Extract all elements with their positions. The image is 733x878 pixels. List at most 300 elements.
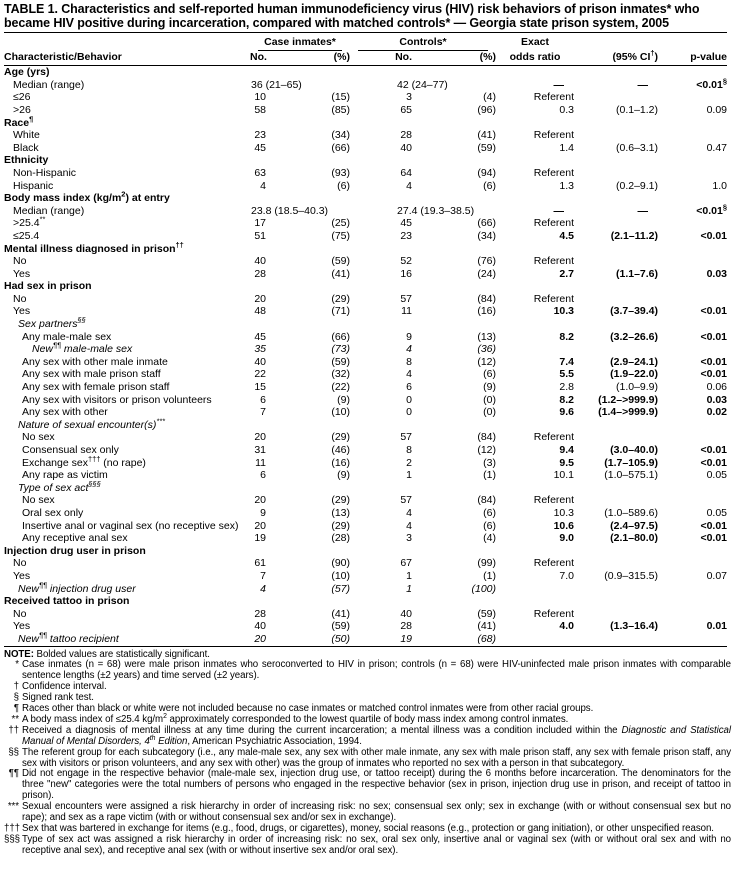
- empty-cell: [250, 318, 727, 331]
- table-row: [4, 318, 727, 331]
- pvalue-cell: 0.01: [706, 620, 728, 633]
- ci-cell: [574, 343, 658, 356]
- footnote: [4, 660, 731, 682]
- case-pct-cell: (66): [331, 141, 351, 154]
- pvalue-cell: [658, 633, 727, 646]
- ci-cell: [574, 494, 658, 507]
- table-row: [4, 305, 727, 318]
- control-pct-cell: (1): [483, 469, 497, 482]
- footnote: [4, 748, 731, 770]
- ctrl-no-header: No.: [350, 51, 412, 66]
- row-label: Ethnicity: [4, 154, 49, 167]
- case-pct-cell: (29): [331, 519, 351, 532]
- case-pct-cell: (9): [337, 393, 351, 406]
- table-row: [4, 620, 727, 633]
- footnote: [4, 769, 731, 802]
- exact-header-line2: odds ratio: [496, 51, 574, 66]
- footnote-text: Confidence interval.: [22, 681, 107, 693]
- control-no-cell: 1: [406, 569, 413, 582]
- pvalue-cell: 0.03: [706, 267, 728, 280]
- footnote-text: Sex that was bartered in exchange for items (e.g., food, drugs, or cigarettes), money, social reasons (e.g., protection or gang initiation), or other unspecified reason.: [22, 823, 714, 834]
- control-no-cell: 67: [400, 557, 413, 570]
- table-body: [4, 66, 727, 646]
- case-no-cell: 61: [254, 557, 266, 570]
- row-label: >25.4**: [13, 214, 46, 230]
- row-label: Yes: [13, 267, 31, 280]
- case-pct-cell: (59): [331, 255, 351, 268]
- control-no-cell: 64: [400, 166, 413, 179]
- case-no-cell: 40: [254, 620, 266, 633]
- control-pct-cell: (6): [483, 368, 497, 381]
- odds-ratio-cell: 4.0: [559, 620, 575, 633]
- row-label: Any sex with female prison staff: [22, 381, 170, 394]
- table-row: [4, 608, 727, 621]
- case-pct-cell: (85): [331, 103, 351, 116]
- table-row: [4, 205, 727, 218]
- table-row: [4, 129, 727, 142]
- ci-cell: [574, 431, 658, 444]
- case-no-cell: 10: [254, 91, 266, 104]
- table-row: [4, 419, 727, 432]
- footnote-text: Case inmates (n = 68) were male prison inmates who seroconverted to HIV in prison; controls (n = 68) were HIV-uninfected male prison inmates with comparable sentence lengths (±2 years) and time served (±2 years).: [22, 659, 731, 682]
- case-pct-cell: (46): [331, 444, 351, 456]
- odds-ratio-cell: [496, 583, 574, 596]
- case-pct-cell: (50): [331, 632, 351, 645]
- case-no-cell: 35: [254, 343, 266, 356]
- case-pct-cell: (75): [331, 229, 351, 242]
- header-column-row: [4, 51, 727, 66]
- header-spacer: [4, 33, 250, 51]
- row-label: Median (range): [13, 204, 85, 217]
- control-no-cell: 8: [406, 444, 413, 456]
- empty-cell: [250, 243, 727, 256]
- control-pct-cell: (6): [483, 506, 497, 519]
- pvalue-cell: <0.01: [700, 532, 728, 545]
- case-no-cell: 31: [254, 444, 266, 456]
- ci-cell: (1.3–16.4): [610, 620, 659, 633]
- case-pct-cell: (6): [337, 179, 351, 192]
- control-no-cell: 52: [400, 255, 413, 268]
- table-row: [4, 180, 727, 193]
- case-no-cell: 20: [254, 292, 266, 305]
- odds-ratio-cell: 10.3: [553, 305, 575, 318]
- control-pct-cell: (36): [477, 343, 497, 356]
- control-no-cell: 9: [406, 330, 413, 343]
- ci-cell: (2.4–97.5): [610, 519, 659, 532]
- ci-cell: (2.1–80.0): [610, 532, 659, 545]
- row-label: Age (yrs): [4, 66, 50, 79]
- row-label: Any male-male sex: [22, 330, 112, 343]
- row-label: No: [13, 607, 27, 620]
- case-pct-cell: (57): [331, 582, 351, 595]
- row-label: Hispanic: [13, 179, 54, 192]
- odds-ratio-cell: 2.8: [559, 381, 575, 394]
- odds-ratio-cell: Referent: [533, 255, 575, 268]
- odds-ratio-cell: 10.6: [553, 519, 575, 532]
- odds-ratio-cell: Referent: [533, 494, 575, 507]
- ci-cell: [574, 167, 658, 180]
- table-row: [4, 104, 727, 117]
- footnotes: [4, 660, 731, 856]
- control-pct-cell: (4): [483, 532, 497, 545]
- control-no-cell: 19: [400, 632, 413, 645]
- control-pct-cell: (68): [477, 632, 497, 645]
- control-pct-cell: (1): [483, 569, 497, 582]
- note-label: NOTE:: [4, 648, 34, 660]
- case-no-cell: 40: [254, 255, 266, 268]
- row-label: Any sex with visitors or prison volunteers: [22, 393, 212, 406]
- control-no-cell: 0: [406, 406, 413, 419]
- ci-cell: [574, 633, 658, 646]
- control-no-cell: 8: [406, 355, 413, 368]
- empty-cell: [250, 595, 727, 608]
- case-no-cell: 45: [254, 330, 266, 343]
- case-pct-cell: (41): [331, 607, 351, 620]
- pvalue-cell: <0.01: [700, 444, 728, 456]
- case-pct-cell: (13): [331, 506, 351, 519]
- control-no-cell: 28: [400, 129, 413, 142]
- ci-cell: (0.6–3.1): [615, 141, 659, 154]
- odds-ratio-cell: 9.0: [559, 532, 575, 545]
- row-label: Sex partners§§: [18, 315, 86, 331]
- pvalue-cell: [658, 494, 727, 507]
- pvalue-header: p-value: [658, 51, 727, 66]
- case-no-cell: 7: [260, 569, 266, 582]
- pvalue-cell: [658, 91, 727, 104]
- ci-header-text: (95% CI: [612, 50, 651, 63]
- odds-ratio-cell: —: [553, 204, 565, 217]
- ci-footnote-mark: †: [650, 48, 655, 58]
- row-label: Injection drug user in prison: [4, 544, 146, 557]
- odds-ratio-cell: 9.6: [559, 406, 575, 419]
- control-pct-cell: (94): [477, 166, 497, 179]
- pvalue-cell: 0.06: [706, 381, 728, 394]
- data-table: [4, 32, 727, 647]
- control-no-cell: 40: [400, 607, 413, 620]
- case-no-cell: 40: [254, 355, 266, 368]
- table-row: [4, 217, 727, 230]
- table-row: [4, 394, 727, 407]
- case-median-cell: 23.8 (18.5–40.3): [251, 204, 329, 217]
- pvalue-cell: 0.05: [706, 506, 728, 519]
- control-pct-cell: (100): [471, 582, 497, 595]
- control-no-cell: 45: [400, 217, 413, 230]
- ci-cell: (1.0–575.1): [604, 469, 659, 482]
- table-row: [4, 343, 727, 356]
- case-no-cell: 19: [254, 532, 266, 545]
- table-row: [4, 557, 727, 570]
- control-pct-cell: (0): [483, 406, 497, 419]
- control-pct-cell: (16): [477, 305, 497, 318]
- row-label: Received tattoo in prison: [4, 595, 130, 608]
- case-pct-cell: (29): [331, 292, 351, 305]
- table-row: [4, 167, 727, 180]
- pvalue-cell: [658, 557, 727, 570]
- case-pct-cell: (71): [331, 305, 351, 318]
- control-pct-cell: (34): [477, 229, 497, 242]
- case-no-cell: 28: [254, 607, 266, 620]
- table-row: [4, 91, 727, 104]
- table-row: [4, 406, 727, 419]
- case-no-cell: 9: [260, 506, 266, 519]
- case-group-header: [250, 33, 350, 51]
- row-label: No: [13, 292, 27, 305]
- row-label: Median (range): [13, 78, 85, 91]
- section-row: [4, 154, 727, 167]
- case-median-cell: 36 (21–65): [251, 78, 302, 91]
- case-no-cell: 20: [254, 431, 266, 444]
- row-label: Any sex with other: [22, 406, 108, 419]
- row-label: Exchange sex††† (no rape): [22, 454, 146, 469]
- row-label: Nature of sexual encounter(s)***: [18, 416, 166, 431]
- footnote-marker: **: [11, 713, 19, 725]
- odds-ratio-cell: —: [553, 78, 565, 91]
- control-pct-cell: (76): [477, 255, 497, 268]
- ci-header: [574, 48, 659, 66]
- control-pct-cell: (84): [477, 494, 497, 507]
- case-pct-cell: (73): [331, 343, 351, 356]
- control-no-cell: 3: [406, 91, 413, 104]
- pvalue-cell: <0.01§: [696, 202, 728, 217]
- odds-ratio-cell: 7.4: [559, 355, 575, 368]
- table-row: [4, 633, 727, 646]
- control-no-cell: 16: [400, 267, 413, 280]
- ci-cell: (3.2–26.6): [610, 330, 659, 343]
- pvalue-cell: [658, 255, 727, 268]
- control-pct-cell: (3): [483, 456, 497, 469]
- control-no-cell: 23: [400, 229, 413, 242]
- odds-ratio-cell: Referent: [533, 217, 575, 230]
- case-no-cell: 11: [255, 456, 266, 469]
- case-no-cell: 63: [254, 166, 266, 179]
- ci-cell: [574, 217, 658, 230]
- ci-header-close: ): [654, 50, 659, 63]
- row-label: Non-Hispanic: [13, 166, 77, 179]
- pvalue-cell: <0.01: [700, 305, 728, 318]
- odds-ratio-cell: 2.7: [559, 267, 575, 280]
- case-pct-cell: (9): [337, 469, 351, 482]
- section-row: [4, 66, 727, 79]
- case-pct-cell: (66): [331, 330, 351, 343]
- footnote-text: Type of sex act was assigned a risk hierarchy in order of increasing risk: no sex, oral sex only, insertive anal or vaginal sex (with or without oral sex and with no receptive anal sex), and receptive anal sex (with or without insertive sex and/or oral sex).: [22, 833, 731, 856]
- ci-cell: (3.0–40.0): [610, 444, 659, 456]
- odds-ratio-cell: Referent: [533, 557, 575, 570]
- characteristic-header: Characteristic/Behavior: [4, 51, 250, 66]
- pvalue-cell: <0.01: [700, 519, 728, 532]
- section-row: [4, 545, 727, 558]
- control-pct-cell: (0): [483, 393, 497, 406]
- table-row: [4, 368, 727, 381]
- pvalue-cell: [658, 343, 727, 356]
- pvalue-cell: <0.01: [700, 229, 728, 242]
- ci-cell: [574, 293, 658, 306]
- pvalue-cell: 0.09: [706, 103, 728, 116]
- footnote-marker: †††: [4, 823, 21, 834]
- pvalue-cell: <0.01: [700, 456, 728, 469]
- row-label: Black: [13, 141, 39, 154]
- empty-cell: [250, 66, 727, 79]
- odds-ratio-cell: 9.4: [559, 444, 575, 456]
- row-label: Had sex in prison: [4, 280, 92, 293]
- odds-ratio-cell: Referent: [533, 166, 575, 179]
- case-pct-header: (%): [266, 51, 350, 66]
- odds-ratio-cell: 1.4: [559, 141, 575, 154]
- footnote-marker: §§: [8, 746, 19, 758]
- ci-cell: (0.1–1.2): [615, 103, 659, 116]
- row-label: ≤26: [13, 91, 31, 104]
- row-label: ≤25.4: [13, 229, 40, 242]
- ci-cell: (1.4–>999.9): [598, 406, 659, 419]
- empty-cell: [250, 419, 727, 432]
- table-row: [4, 507, 727, 520]
- pvalue-cell: 0.47: [706, 141, 728, 154]
- pvalue-cell: 0.02: [706, 406, 728, 419]
- control-group-label: Controls*: [358, 36, 488, 51]
- odds-ratio-cell: 7.0: [559, 569, 575, 582]
- empty-cell: [250, 154, 727, 167]
- table-row: [4, 255, 727, 268]
- ci-cell: (0.2–9.1): [615, 179, 659, 192]
- footnote-marker: *: [15, 659, 19, 671]
- header-spacer: [574, 33, 658, 51]
- ci-cell: [574, 91, 658, 104]
- case-no-cell: 20: [254, 632, 266, 645]
- control-no-cell: 65: [400, 103, 413, 116]
- odds-ratio-cell: 5.5: [559, 368, 575, 381]
- control-no-cell: 4: [406, 179, 413, 192]
- footnote-marker: ¶: [13, 703, 19, 715]
- case-no-cell: 48: [254, 305, 266, 318]
- row-label: New¶¶ male-male sex: [32, 340, 133, 356]
- footnote-text: Signed rank test.: [22, 692, 94, 704]
- ci-cell: (1.2–>999.9): [598, 393, 659, 406]
- pvalue-cell: [658, 129, 727, 142]
- case-pct-cell: (34): [331, 129, 351, 142]
- empty-cell: [250, 545, 727, 558]
- section-row: [4, 192, 727, 205]
- footnote: [4, 835, 731, 857]
- header-spacer: [658, 33, 727, 51]
- table-row: [4, 293, 727, 306]
- control-median-cell: 42 (24–77): [397, 78, 448, 91]
- footnote-marker: §: [13, 692, 19, 704]
- footnote: [4, 802, 731, 824]
- ci-cell: [574, 557, 658, 570]
- control-no-cell: 1: [406, 469, 413, 482]
- row-label: >26: [13, 103, 31, 116]
- control-no-cell: 0: [406, 393, 413, 406]
- case-no-cell: 20: [254, 519, 266, 532]
- section-row: [4, 117, 727, 130]
- table-row: [4, 356, 727, 369]
- control-pct-cell: (59): [477, 607, 497, 620]
- row-label: New¶¶ tattoo recipient: [18, 630, 119, 645]
- header-group-row: [4, 33, 727, 51]
- footnote-text: Received a diagnosis of mental illness at any time during the current incarceration; a mental illness was a condition included within the Diagnostic and Statistical Manual of Mental Disorders, 4th Edition, American Psychiatric Association, 1994.: [22, 724, 731, 747]
- case-pct-cell: (16): [331, 456, 351, 469]
- footnote-text: Did not engage in the respective behavior (male-male sex, injection drug use, or tattoo receipt) during the 6 months before incarceration. The denominators for the three "new" categories were the total numbers of persons who engaged in the respective behavior (sex in prison, injection drug use in prison, and receipt of tattoo in prison).: [22, 768, 731, 802]
- control-no-cell: 57: [400, 494, 413, 507]
- case-pct-cell: (10): [331, 406, 351, 419]
- case-pct-cell: (41): [331, 267, 351, 280]
- case-no-cell: 23: [254, 129, 266, 142]
- row-label: New¶¶ injection drug user: [18, 580, 136, 595]
- odds-ratio-cell: 0.3: [559, 103, 575, 116]
- pvalue-cell: <0.01§: [696, 76, 728, 91]
- ci-cell: [574, 608, 658, 621]
- pvalue-cell: [658, 583, 727, 596]
- footnotes-block: [4, 650, 731, 857]
- case-pct-cell: (29): [331, 431, 351, 444]
- table-row: [4, 331, 727, 344]
- case-no-cell: 7: [260, 406, 266, 419]
- footnote-text: Races other than black or white were not included because no case inmates or matched control inmates were from other racial groups.: [22, 703, 594, 715]
- row-label: Body mass index $(kg/m^2)$ at entry: [4, 189, 170, 205]
- pvalue-cell: [658, 167, 727, 180]
- control-pct-cell: (6): [483, 519, 497, 532]
- footnote-marker: †: [13, 681, 19, 693]
- case-no-cell: 15: [254, 381, 266, 394]
- footnote-marker: ††: [8, 724, 19, 736]
- empty-cell: [250, 280, 727, 293]
- odds-ratio-cell: 1.3: [559, 179, 575, 192]
- footnote-text: Sexual encounters were assigned a risk hierarchy in order of increasing risk: no sex; consensual sex only; sex in exchange (with or without consensual sex but no rape); and sex as a rape victim (with or without consensual sex and/or sex in exchange).: [22, 801, 731, 824]
- control-pct-cell: (84): [477, 431, 497, 444]
- control-pct-cell: (12): [477, 355, 497, 368]
- control-pct-cell: (66): [477, 217, 497, 230]
- pvalue-cell: 0.07: [706, 569, 728, 582]
- case-pct-cell: (25): [331, 217, 351, 230]
- odds-ratio-cell: 9.5: [559, 456, 575, 469]
- case-pct-cell: (28): [331, 532, 351, 545]
- table-row: [4, 431, 727, 444]
- row-label: Type of sex act§§§: [18, 479, 101, 494]
- case-pct-cell: (90): [331, 557, 351, 570]
- row-label: No sex: [22, 494, 55, 507]
- table-row: [4, 381, 727, 394]
- row-label: Any receptive anal sex: [22, 532, 128, 545]
- footnote-marker: §§§: [4, 833, 21, 845]
- odds-ratio-cell: 4.5: [559, 229, 575, 242]
- control-pct-cell: (41): [477, 620, 497, 633]
- table-header: [4, 33, 727, 66]
- case-pct-cell: (93): [331, 166, 351, 179]
- control-no-cell: 57: [400, 292, 413, 305]
- table-title: TABLE 1. Characteristics and self-reported human immunodeficiency virus (HIV) risk behaviors of prison inmates* who became HIV positive during incarceration, compared with matched controls* — Georgia state prison system, 2005: [4, 2, 700, 30]
- case-pct-cell: (29): [331, 494, 351, 507]
- odds-ratio-cell: Referent: [533, 91, 575, 104]
- case-group-label: Case inmates*: [258, 36, 342, 51]
- note-text: Bolded values are statistically significant.: [33, 648, 210, 660]
- odds-ratio-cell: 8.2: [559, 393, 575, 406]
- table-row: [4, 230, 727, 243]
- case-no-cell: 28: [254, 267, 266, 280]
- section-row: [4, 243, 727, 256]
- control-no-cell: 11: [401, 305, 413, 318]
- empty-cell: [250, 192, 727, 205]
- empty-cell: [250, 482, 727, 495]
- control-no-cell: 4: [406, 519, 413, 532]
- control-pct-cell: (99): [477, 557, 497, 570]
- ci-cell: [574, 583, 658, 596]
- footnote: [4, 726, 731, 748]
- table-row: [4, 444, 727, 457]
- row-label: Yes: [13, 305, 31, 318]
- table-row: [4, 494, 727, 507]
- control-no-cell: 28: [400, 620, 413, 633]
- ci-cell: (1.0–589.6): [604, 506, 659, 519]
- case-no-cell: 17: [254, 217, 266, 230]
